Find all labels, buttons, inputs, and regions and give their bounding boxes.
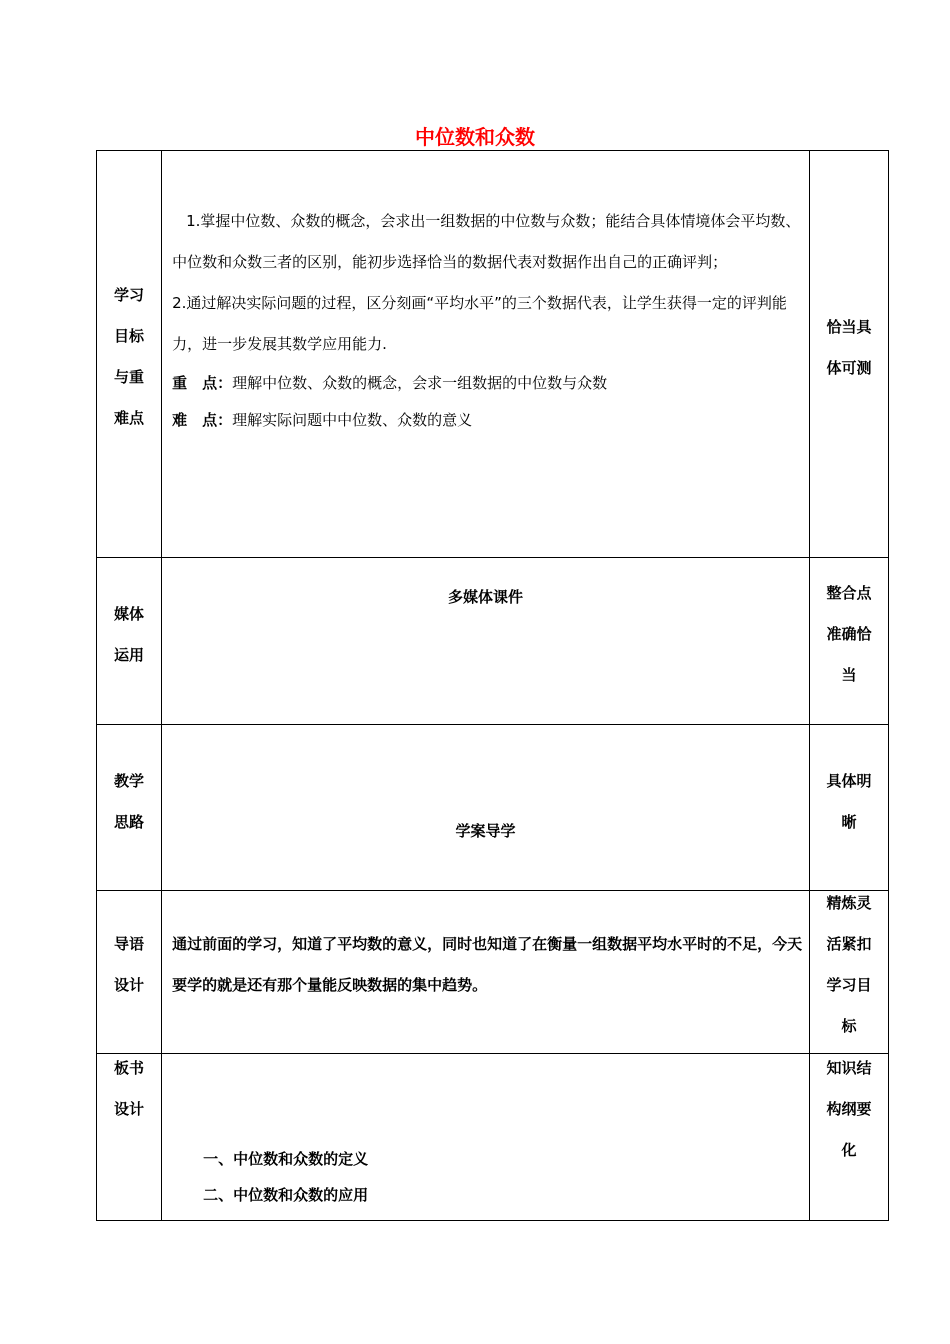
media-note-cell [809,558,888,725]
intro-label: 导语 设计 [114,935,145,994]
approach-label: 教学 思路 [114,772,145,831]
row-media [97,558,889,725]
goals-content-cell [162,151,810,558]
board-line-2: 二、中位数和众数的应用 [203,1186,369,1204]
intro-content: 通过前面的学习，知道了平均数的意义，同时也知道了在衡量一组数据平均水平时的不足，今天要学的就是还有那个量能反映数据的集中趋势。 [172,935,803,994]
board-content [203,1141,368,1213]
page-title: 中位数和众数 [415,125,535,149]
intro-note: 精炼灵 活紧扣 学习目 标 [826,894,872,1035]
lesson-plan-table [96,150,889,1221]
board-label: 板书 设计 [114,1059,145,1118]
media-note: 整合点 准确恰 当 [826,584,872,684]
board-label-cell [97,1054,162,1221]
goals-label: 学习 目标 与重 难点 [114,286,145,427]
board-line-1: 一、中位数和众数的定义 [203,1150,369,1168]
board-note: 知识结 构纲要 化 [826,1059,872,1159]
row-intro [97,891,889,1054]
key-point: 重 点：理解中位数、众数的概念，会求一组数据的中位数与众数 [172,374,608,392]
goals-label-cell [97,151,162,558]
media-label-cell [97,558,162,725]
goals-note: 恰当具 体可测 [826,318,872,377]
approach-note: 具体明 晰 [826,772,872,831]
approach-content: 学案导学 [455,822,516,840]
board-note-cell [809,1054,888,1221]
approach-note-cell [809,725,888,891]
row-goals [97,151,889,558]
intro-note-cell [809,891,888,1054]
approach-content-cell [162,725,810,891]
row-board [97,1054,889,1221]
board-content-cell [162,1054,810,1221]
intro-label-cell [97,891,162,1054]
intro-content-cell [162,891,810,1054]
approach-label-cell [97,725,162,891]
goals-content [172,201,801,439]
row-approach [97,725,889,891]
goal-item-2: 2.通过解决实际问题的过程，区分刻画“平均水平”的三个数据代表，让学生获得一定的评判能力，进一步发展其数学应用能力. [172,294,787,353]
media-content-cell [162,558,810,725]
goals-note-cell [809,151,888,558]
difficult-point: 难 点：理解实际问题中中位数、众数的意义 [172,411,473,429]
goal-item-1: 1.掌握中位数、众数的概念，会求出一组数据的中位数与众数；能结合具体情境体会平均数、中位数和众数三者的区别，能初步选择恰当的数据代表对数据作出自己的正确评判； [172,212,801,271]
media-label: 媒体 运用 [114,605,145,664]
media-content: 多媒体课件 [447,588,523,606]
